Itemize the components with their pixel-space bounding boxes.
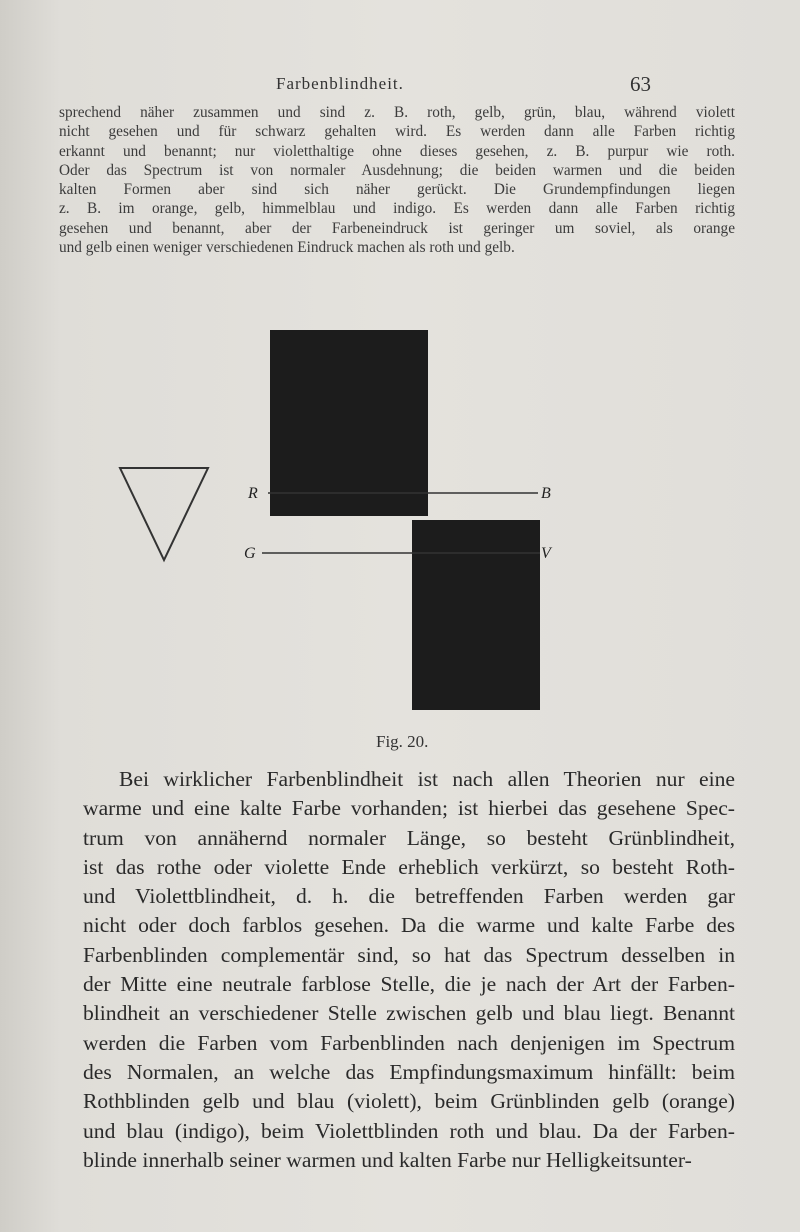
spectrum-diagram: [0, 330, 800, 750]
text-line: kalten Formen aber sind sich näher gerückt. Die Grundempfindungen liegen: [59, 181, 735, 199]
text-line: ist das rothe oder violette Ende erheblich verkürzt, so besteht Roth-: [83, 854, 735, 879]
text-line: und gelb einen weniger verschiedenen Eindruck machen als roth und gelb.: [59, 239, 515, 257]
figure-20: [0, 330, 800, 750]
text-line: nicht oder doch farblos gesehen. Da die warme und kalte Farbe des: [83, 913, 735, 938]
text-line: sprechend näher zusammen und sind z. B. roth, gelb, grün, blau, während violett: [59, 104, 735, 121]
text-line: blinde innerhalb seiner warmen und kalten Farbe nur Helligkeitsunter-: [83, 1147, 692, 1172]
text-line: warme und eine kalte Farbe vorhanden; ist hierbei das gesehene Spec-: [83, 796, 735, 821]
page-header: [0, 74, 800, 98]
text-line: z. B. im orange, gelb, himmelblau und indigo. Es werden dann alle Farben richtig: [59, 200, 735, 218]
text-line: Farbenblinden complementär sind, so hat das Spectrum desselben in: [83, 942, 735, 967]
text-line: trum von annähernd normaler Länge, so besteht Grünblindheit,: [83, 825, 735, 850]
text-line: und Violettblindheit, d. h. die betreffenden Farben werden gar: [83, 884, 735, 909]
text-line: Bei wirklicher Farbenblindheit ist nach allen Theorien nur eine: [119, 767, 735, 791]
text-line: des Normalen, an welche das Empfindungsmaximum hinfällt: beim: [83, 1059, 735, 1084]
warm-colour-block: [270, 330, 428, 516]
page-number: 63: [630, 72, 651, 96]
label-r: R: [248, 485, 258, 502]
text-line: Rothblinden gelb und blau (violett), beim Grünblinden gelb (orange): [83, 1089, 735, 1114]
text-line: Oder das Spectrum ist von normaler Ausdehnung; die beiden warmen und die beiden: [59, 161, 735, 179]
running-title: Farbenblindheit.: [276, 74, 404, 93]
text-line: werden die Farben vom Farbenblinden nach denjenigen im Spectrum: [83, 1030, 735, 1055]
label-b: B: [541, 485, 551, 502]
text-line: nicht gesehen und für schwarz gehalten wird. Es werden dann alle Farben richtig: [59, 123, 735, 141]
label-g: G: [244, 545, 256, 562]
text-line: gesehen und benannt, aber der Farbeneindruck ist geringer um soviel, als orange: [59, 219, 735, 237]
v-shape-outline: [120, 468, 208, 560]
text-line: und blau (indigo), beim Violettblinden roth und blau. Da der Farben-: [83, 1118, 735, 1143]
figure-caption: Fig. 20.: [376, 732, 429, 751]
intro-paragraph: [59, 103, 735, 257]
cold-colour-block: [412, 520, 540, 710]
text-line: der Mitte eine neutrale farblose Stelle, die je nach der Art der Farben-: [83, 972, 735, 997]
text-line: blindheit an verschiedener Stelle zwischen gelb und blau liegt. Benannt: [83, 1001, 735, 1026]
label-v: V: [541, 545, 551, 562]
main-paragraph: [83, 765, 735, 1175]
text-line: erkannt und benannt; nur violetthaltige ohne dieses gesehen, z. B. purpur wie roth.: [59, 142, 735, 160]
